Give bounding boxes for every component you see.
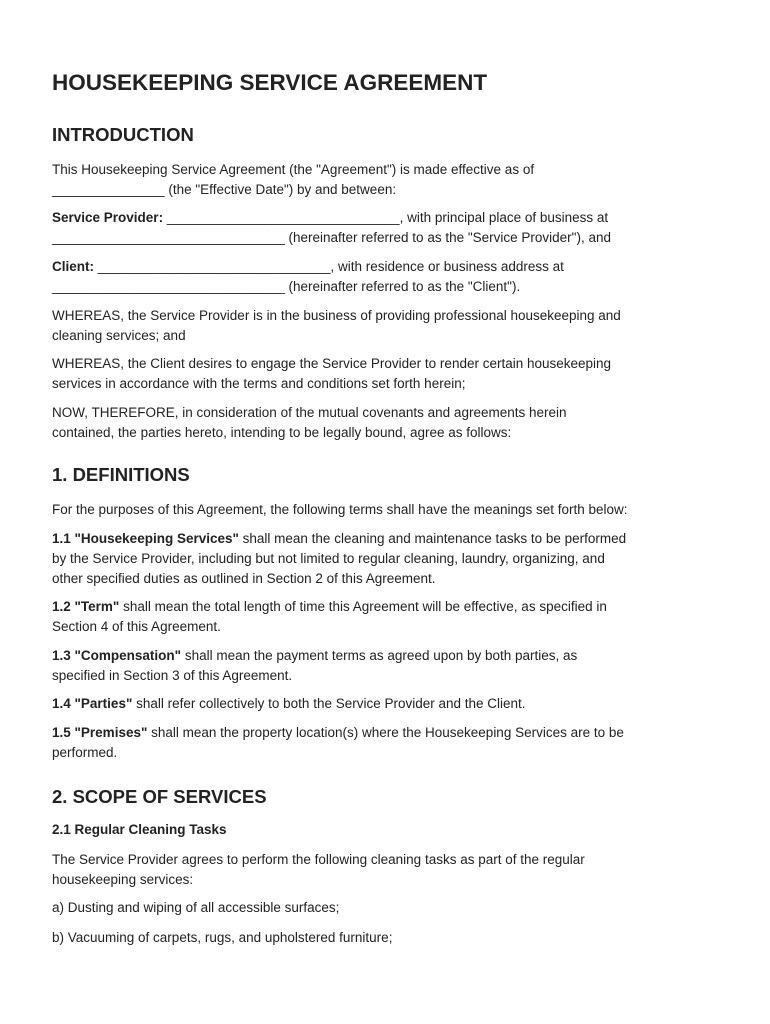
definition-compensation: 1.3 "Compensation" shall mean the payment terms as agreed upon by both parties, as specified in Section 3 of this Agreement. — [52, 648, 578, 683]
definition-parties: 1.4 "Parties" shall refer collectively to both the Service Provider and the Client. — [52, 696, 526, 711]
service-provider-paragraph: Service Provider: _______________________________, with principal place of business at _______________________________ (hereinafter referred to as the "Service Provider"), and — [52, 210, 611, 245]
service-provider-label: Service Provider: — [52, 210, 164, 225]
introduction-heading: INTRODUCTION — [52, 124, 194, 145]
list-item: b) Vacuuming of carpets, rugs, and upholstered furniture; — [52, 930, 393, 945]
whereas-paragraph-1: WHEREAS, the Service Provider is in the business of providing professional housekeeping and cleaning services; and — [52, 308, 621, 343]
regular-cleaning-subheading: 2.1 Regular Cleaning Tasks — [52, 822, 227, 837]
client-paragraph: Client: _______________________________, with residence or business address at _______________________________ (hereinafter referred to as the "Client"). — [52, 259, 564, 294]
definition-term: 1.2 "Term" shall mean the total length of time this Agreement will be effective, as specified in Section 4 of this Agreement. — [52, 599, 607, 634]
definitions-heading: 1. DEFINITIONS — [52, 464, 190, 485]
client-label: Client: — [52, 259, 94, 274]
intro-paragraph: This Housekeeping Service Agreement (the "Agreement") is made effective as of _______________ (the "Effective Date") by and between: — [52, 162, 535, 197]
definition-premises: 1.5 "Premises" shall mean the property location(s) where the Housekeeping Services are to be performed. — [52, 725, 624, 760]
now-therefore-paragraph: NOW, THEREFORE, in consideration of the mutual covenants and agreements herein contained, the parties hereto, intending to be legally bound, agree as follows: — [52, 405, 567, 440]
scope-heading: 2. SCOPE OF SERVICES — [52, 786, 267, 807]
scope-intro-paragraph: The Service Provider agrees to perform the following cleaning tasks as part of the regular housekeeping services: — [52, 852, 585, 887]
definitions-intro: For the purposes of this Agreement, the following terms shall have the meanings set forth below: — [52, 502, 628, 517]
definition-housekeeping-services: 1.1 "Housekeeping Services" shall mean the cleaning and maintenance tasks to be performed by the Service Provider, including but not limited to regular cleaning, laundry, organizing, and other specified duties as outlined in Section 2 of this Agreement. — [52, 531, 627, 586]
document-title: HOUSEKEEPING SERVICE AGREEMENT — [52, 70, 488, 95]
list-item: a) Dusting and wiping of all accessible surfaces; — [52, 900, 340, 915]
whereas-paragraph-2: WHEREAS, the Client desires to engage the Service Provider to render certain housekeeping services in accordance with the terms and conditions set forth herein; — [52, 356, 612, 391]
